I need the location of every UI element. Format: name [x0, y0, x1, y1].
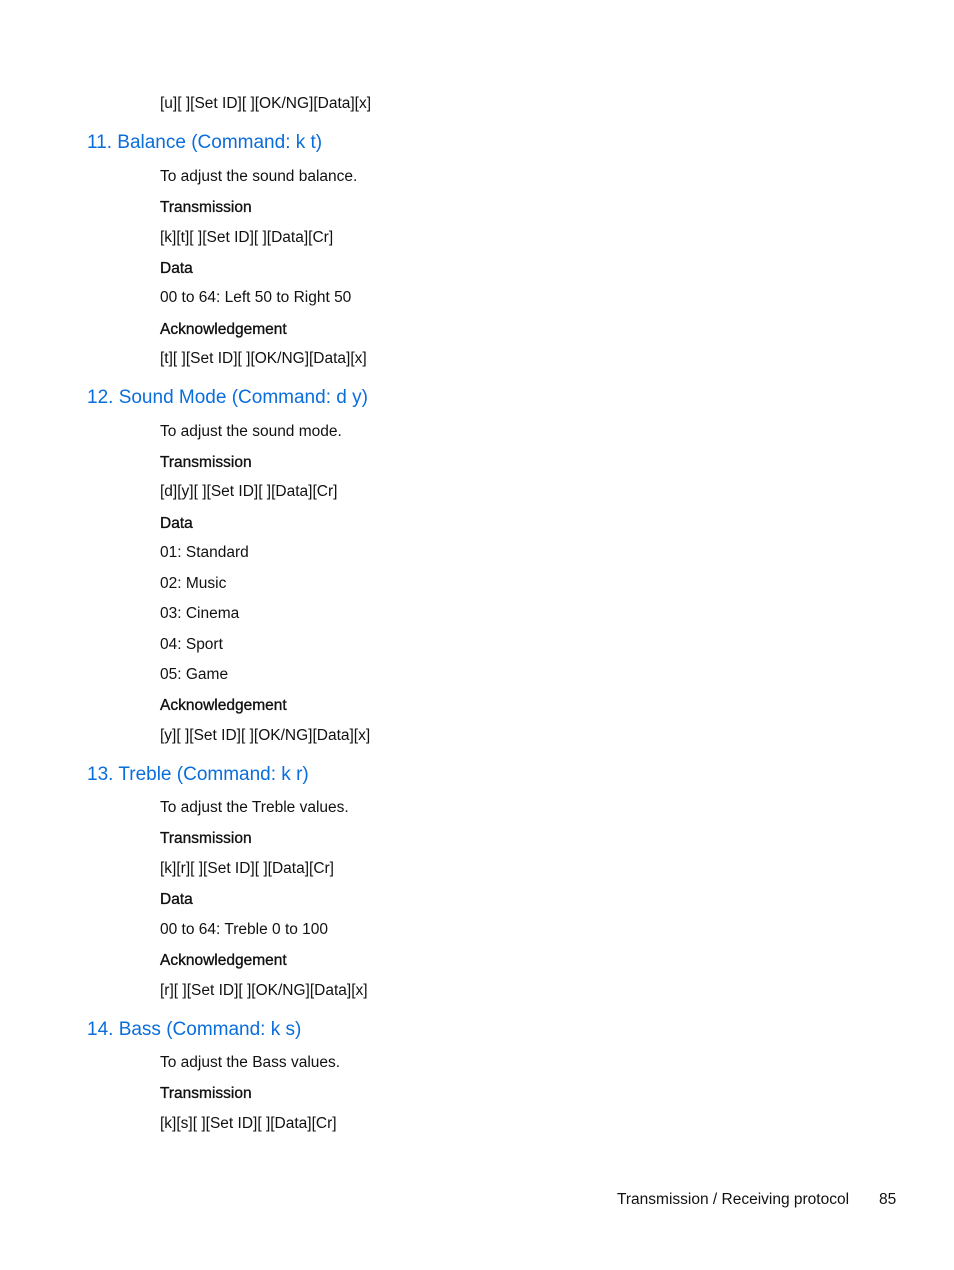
section-11-heading: 11. Balance (Command: k t) [87, 132, 323, 153]
section-11-transmission: [k][t][ ][Set ID][ ][Data][Cr] [160, 229, 334, 246]
section-13-transmission-label: Transmission [160, 830, 252, 847]
section-11-data-label: Data [160, 260, 193, 277]
section-12-ack: [y][ ][Set ID][ ][OK/NG][Data][x] [160, 727, 371, 744]
section-14-intro: To adjust the Bass values. [160, 1054, 341, 1071]
section-14-transmission: [k][s][ ][Set ID][ ][Data][Cr] [160, 1115, 337, 1132]
section-12-data-item: 05: Game [160, 666, 229, 683]
section-12-data-label: Data [160, 515, 193, 532]
section-13-ack: [r][ ][Set ID][ ][OK/NG][Data][x] [160, 982, 368, 999]
section-13-data-item: 00 to 64: Treble 0 to 100 [160, 921, 329, 938]
section-12-heading: 12. Sound Mode (Command: d y) [87, 387, 368, 408]
section-13-data-label: Data [160, 891, 193, 908]
section-11-transmission-label: Transmission [160, 199, 252, 216]
section-13-ack-label: Acknowledgement [160, 952, 287, 969]
section-11-ack: [t][ ][Set ID][ ][OK/NG][Data][x] [160, 350, 367, 367]
section-12-ack-label: Acknowledgement [160, 697, 287, 714]
section-13-heading: 13. Treble (Command: k r) [87, 764, 309, 785]
section-12-transmission: [d][y][ ][Set ID][ ][Data][Cr] [160, 483, 338, 500]
section-12-transmission-label: Transmission [160, 454, 252, 471]
footer-title: Transmission / Receiving protocol [617, 1191, 850, 1208]
section-11-intro: To adjust the sound balance. [160, 168, 358, 185]
section-11-data-item: 00 to 64: Left 50 to Right 50 [160, 289, 352, 306]
page-number: 85 [879, 1191, 897, 1208]
section-11-ack-label: Acknowledgement [160, 321, 287, 338]
top-ack-line: [u][ ][Set ID][ ][OK/NG][Data][x] [160, 95, 372, 112]
section-12-intro: To adjust the sound mode. [160, 423, 342, 440]
section-12-data-item: 03: Cinema [160, 605, 240, 622]
section-13-intro: To adjust the Treble values. [160, 799, 349, 816]
section-12-data-item: 02: Music [160, 575, 227, 592]
section-14-heading: 14. Bass (Command: k s) [87, 1019, 302, 1040]
section-12-data-item: 04: Sport [160, 636, 223, 653]
section-14-transmission-label: Transmission [160, 1085, 252, 1102]
section-12-data-item: 01: Standard [160, 544, 249, 561]
section-13-transmission: [k][r][ ][Set ID][ ][Data][Cr] [160, 860, 334, 877]
